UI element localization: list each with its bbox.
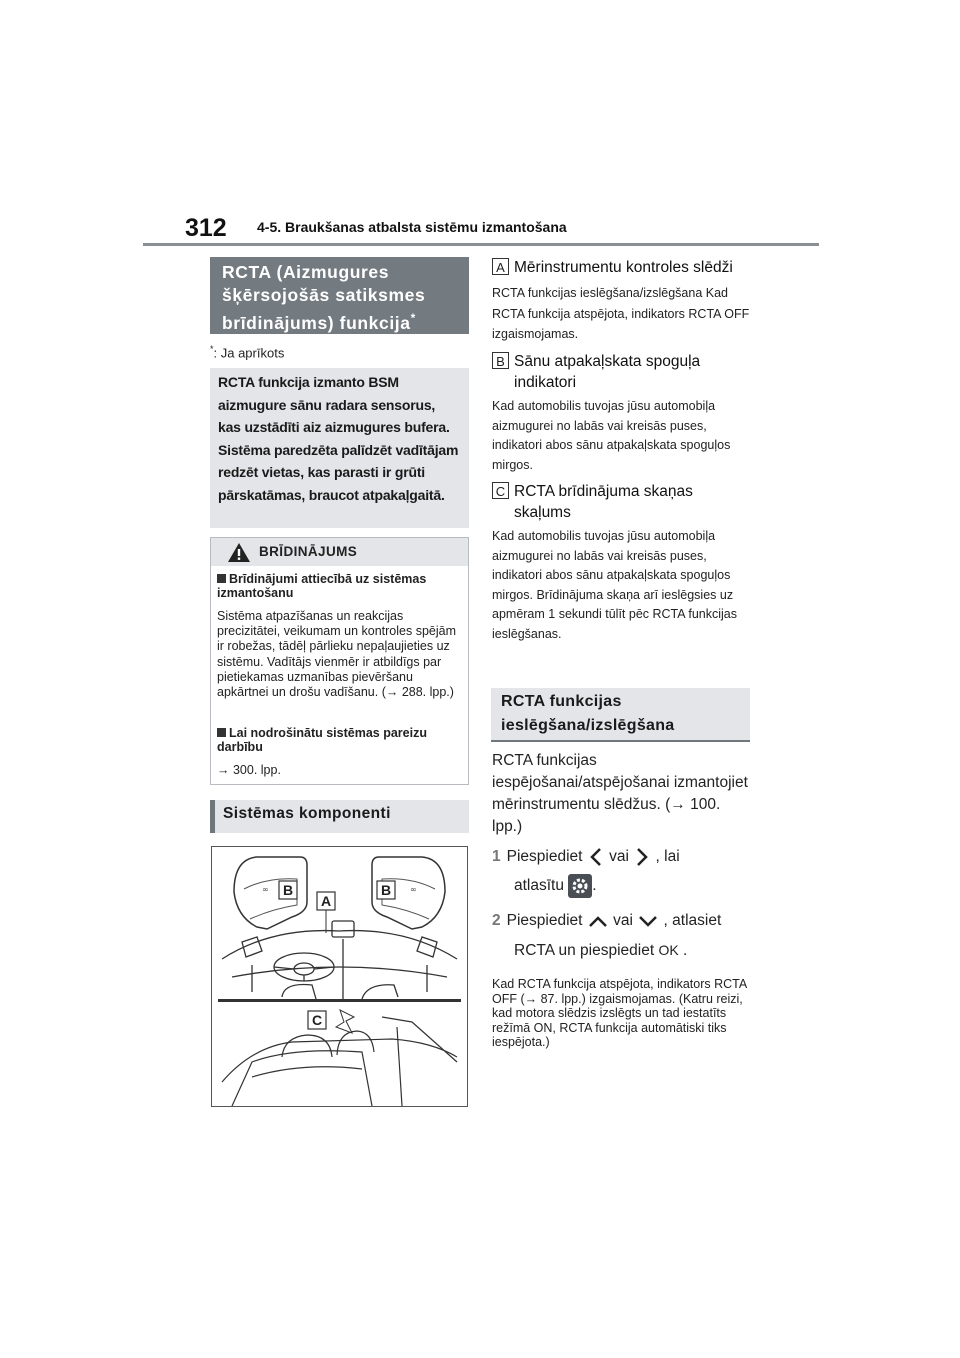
step-number: 1 <box>492 848 501 866</box>
chevron-left-icon <box>587 846 605 868</box>
chevron-down-icon <box>637 913 659 929</box>
chapter-title: 4-5. Braukšanas atbalsta sistēmu izmantošana <box>257 219 567 235</box>
onoff-section-title <box>491 688 750 742</box>
item-label-b: B <box>492 352 509 369</box>
car-interior-drawing <box>212 847 467 1106</box>
square-bullet-icon <box>217 728 226 737</box>
item-label-c: C <box>492 482 509 499</box>
ok-button-symbol: OK <box>658 942 679 958</box>
svg-text:∞: ∞ <box>262 885 269 894</box>
rcta-title-line-3: brīdinājums) funkcija <box>222 312 411 333</box>
warning-body-reference: → 300. lpp. <box>217 763 281 777</box>
onoff-title-line-2: ieslēgšana/izslēgšana <box>501 717 675 734</box>
label-b-left: B <box>283 882 294 898</box>
warning-box <box>210 537 469 785</box>
rcta-title-line-2: šķērsojošās satiksmes <box>222 285 426 305</box>
buzzer-heading: RCTA brīdinājuma skaņas skaļums <box>514 483 693 521</box>
components-section-title: Sistēmas komponenti <box>210 800 469 833</box>
warning-body-usage: Sistēma atpazīšanas un reakcijas precizitātei, veikumam un kontroles spējām ir robežas, tādēļ pārlieku nepaļaujieties uz sistēmu. Vadītājs vienmēr ir atbildīgs par pietiekamas uzmanības pievēršanu apkārtnei un drošu vadīšanu. (→ 288. lpp.) <box>217 609 456 700</box>
onoff-instructions: RCTA funkcijas iespējošanai/atspējošanai izmantojiet mērinstrumentu slēdžus. (→ 100. lpp.) <box>492 752 748 835</box>
chevron-up-icon <box>587 913 609 929</box>
system-components-illustration <box>211 846 468 1107</box>
warning-triangle-icon <box>227 542 251 563</box>
chevron-right-icon <box>633 846 651 868</box>
footnote-asterisk: * <box>210 344 214 354</box>
mirror-indicators-description: Kad automobilis tuvojas jūsu automobiļa aizmugurei no labās vai kreisās puses, indikatori abos sānu atpakaļskata spoguļos mirgos. <box>492 399 731 472</box>
rcta-section-title <box>210 257 469 334</box>
warning-subheading-usage: Brīdinājumi attiecībā uz sistēmas izmantošanu <box>217 572 427 600</box>
buzzer-description: Kad automobilis tuvojas jūsu automobiļa aizmugurei no labās vai kreisās puses, indikatori abos sānu atpakaļskata spoguļos mirgos. Brīdinājuma skaņa arī ieslēgsies uz apmēram 1 sekundi tūlīt pēc RCTA funkcijas ieslēgšanas. <box>492 529 738 641</box>
svg-text:∞: ∞ <box>410 885 417 894</box>
step-number: 2 <box>492 912 501 929</box>
label-b-right: B <box>381 882 392 898</box>
step-1-continued: atlasītu . <box>514 874 597 898</box>
label-c: C <box>312 1012 323 1028</box>
footnote-text: : Ja aprīkots <box>213 345 285 361</box>
intro-box: RCTA funkcija izmanto BSM aizmugure sānu radara sensorus, kas uzstādīti aiz aizmugures bufera. Sistēma paredzēta palīdzēt vadītājam redzēt vietas, kas parasti ir grūti pārskatāmas, braucot atpakaļgaitā. <box>210 368 469 528</box>
meter-switches-heading: Mērinstrumentu kontroles slēdži <box>514 259 733 276</box>
warning-title: BRĪDINĀJUMS <box>259 544 358 559</box>
item-label-a: A <box>492 258 509 275</box>
page-number: 312 <box>185 214 227 242</box>
onoff-title-line-1: RCTA funkcijas <box>501 693 622 710</box>
rcta-off-note: Kad RCTA funkcija atspējota, indikators RCTA OFF (→ 87. lpp.) izgaismojamas. (Katru reizi, kad motora slēdzis izslēgts un tad iestatīts režīmā ON, RCTA funkcija automātiski tiks iespējota.) <box>492 977 747 1050</box>
step-1: 1 Piespiediet vai , lai <box>492 846 680 868</box>
mirror-indicators-heading: Sānu atpakaļskata spoguļa indikatori <box>514 353 701 391</box>
rcta-title-line-1: RCTA (Aizmugures <box>222 262 390 282</box>
warning-subheading-operation: Lai nodrošinātu sistēmas pareizu darbību <box>217 726 427 754</box>
label-a: A <box>321 893 332 909</box>
step-2-continued: RCTA un piespiediet OK . <box>514 942 688 959</box>
title-asterisk: * <box>410 311 416 325</box>
footnote <box>210 344 284 360</box>
step-2: 2 Piespiediet vai , atlasiet <box>492 912 722 929</box>
header-divider <box>143 243 819 246</box>
settings-gear-icon <box>568 874 592 898</box>
meter-switches-description: RCTA funkcijas ieslēgšana/izslēgšana Kad RCTA funkcija atspējota, indikators RCTA OFF izgaismojamas. <box>492 286 750 341</box>
square-bullet-icon <box>217 574 226 583</box>
